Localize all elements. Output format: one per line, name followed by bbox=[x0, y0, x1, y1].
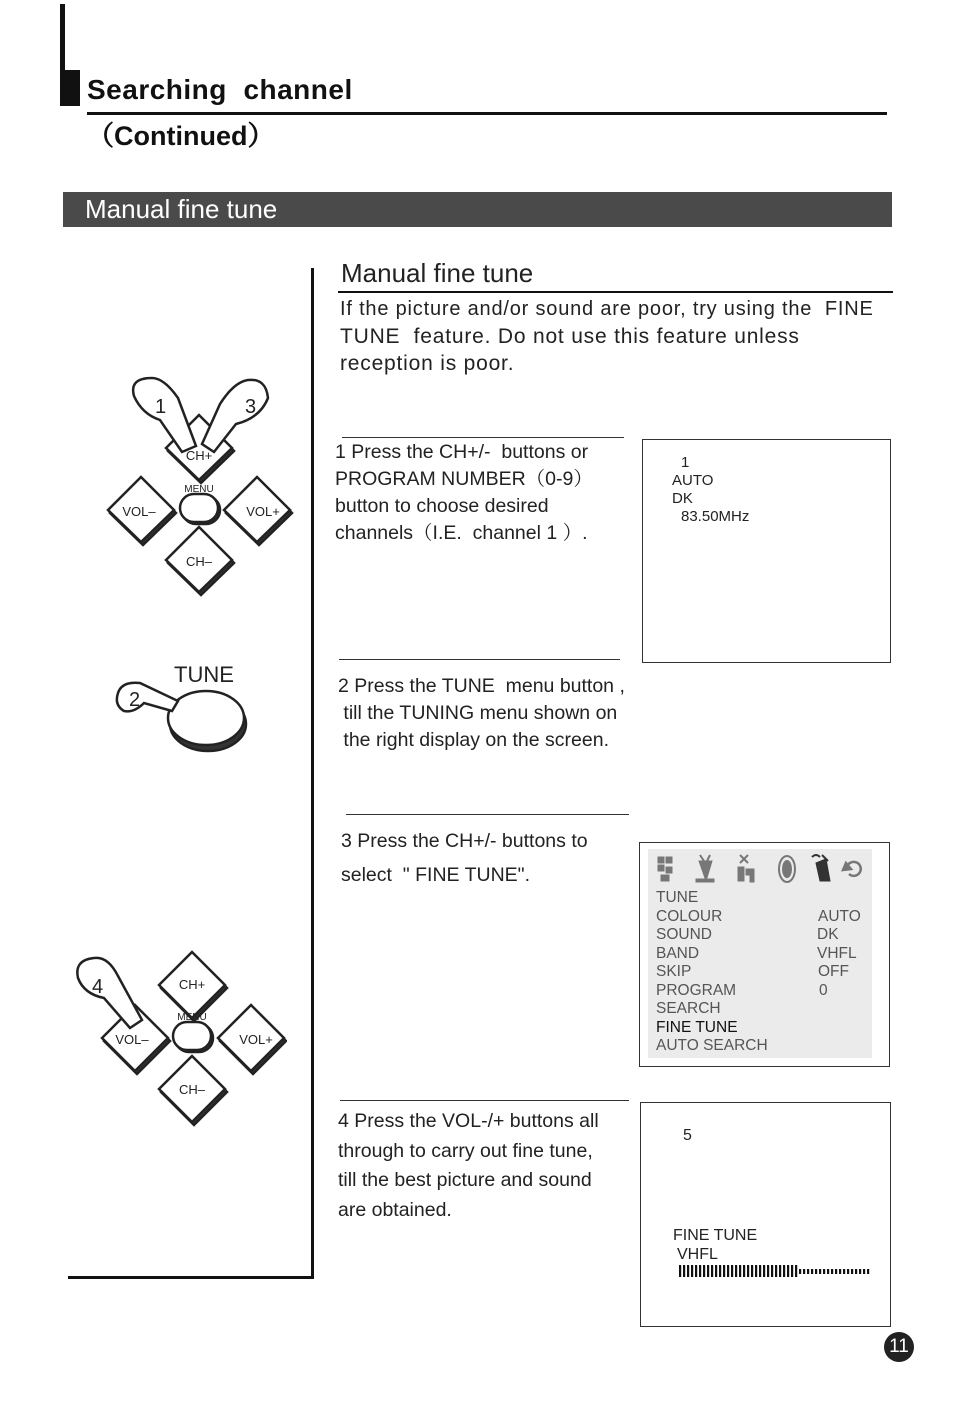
tv-screen-tune-menu bbox=[639, 842, 890, 1067]
tune-bar-segment-filled bbox=[779, 1265, 781, 1277]
vol-minus-label: VOL– bbox=[122, 504, 156, 519]
tune-bar-segment-filled bbox=[703, 1265, 705, 1277]
menu-item-program[interactable]: PROGRAM bbox=[656, 981, 737, 999]
menu-key[interactable] bbox=[173, 1022, 211, 1050]
column-divider bbox=[311, 268, 314, 1279]
step-line: PROGRAM NUMBER（0-9） bbox=[335, 468, 593, 490]
tune-bar-segment-empty bbox=[815, 1269, 817, 1274]
tune-bar-segment-filled bbox=[767, 1265, 769, 1277]
tune-bar-segment-empty bbox=[847, 1269, 849, 1274]
tune-button[interactable] bbox=[168, 691, 244, 745]
menu-item-tune[interactable]: TUNE bbox=[656, 889, 699, 906]
menu-item-colour[interactable]: COLOUR bbox=[656, 907, 723, 925]
sound-icon bbox=[779, 856, 795, 882]
page-subtitle: （Continued） bbox=[87, 121, 275, 151]
tune-bar-segment-empty bbox=[799, 1269, 801, 1274]
tune-bar-segment-empty bbox=[835, 1269, 837, 1274]
screen-band: VHFL bbox=[677, 1246, 718, 1263]
ch-plus-label: CH+ bbox=[178, 977, 206, 992]
step-2-text bbox=[338, 673, 625, 754]
finger-label-4: 4 bbox=[92, 976, 104, 998]
section-title-rule bbox=[338, 291, 893, 293]
vol-minus-label: VOL– bbox=[115, 1032, 149, 1047]
step-line: button to choose desired bbox=[335, 495, 549, 517]
tune-bar-segment-filled bbox=[699, 1265, 701, 1277]
step-line: the right display on the screen. bbox=[338, 729, 609, 751]
tune-bar-segment-filled bbox=[739, 1265, 741, 1277]
tune-bar-segment-empty bbox=[843, 1269, 845, 1274]
page-title: Searching channel bbox=[87, 74, 353, 105]
step-1-text bbox=[335, 439, 593, 547]
tune-bar-segment-empty bbox=[855, 1269, 857, 1274]
intro-line: If the picture and/or sound are poor, try using the FINE bbox=[340, 298, 874, 320]
vol-plus-label: VOL+ bbox=[239, 1032, 273, 1047]
menu-item-skip[interactable]: SKIP bbox=[656, 963, 692, 980]
tune-bar-segment-filled bbox=[683, 1265, 685, 1277]
tune-bar-segment-filled bbox=[715, 1265, 717, 1277]
tune-bar-segment-filled bbox=[755, 1265, 757, 1277]
finger-label-1: 1 bbox=[155, 396, 167, 418]
step-line: are obtained. bbox=[338, 1198, 452, 1221]
remote-keypad-2 bbox=[72, 948, 287, 1133]
screen-system: DK bbox=[672, 490, 693, 507]
tune-bar-segment-empty bbox=[823, 1269, 825, 1274]
ch-plus-label: CH+ bbox=[185, 448, 213, 463]
tune-bar-segment-filled bbox=[795, 1265, 797, 1277]
tune-bar-segment-filled bbox=[759, 1265, 761, 1277]
menu-items bbox=[656, 889, 768, 1056]
tv-screen-channel-info bbox=[642, 439, 891, 663]
step-line: 3 Press the CH+/- buttons to bbox=[341, 830, 588, 852]
step-line: till the best picture and sound bbox=[338, 1169, 592, 1191]
intro-line: TUNE feature. Do not use this feature unless bbox=[340, 325, 800, 348]
tune-bar-segment-filled bbox=[747, 1265, 749, 1277]
tune-bar-segment-filled bbox=[751, 1265, 753, 1277]
tune-bar-segment-empty bbox=[839, 1269, 841, 1274]
menu-item-search[interactable]: SEARCH bbox=[656, 1000, 721, 1017]
tune-bar-segment-empty bbox=[867, 1269, 869, 1274]
tune-bar-segment-filled bbox=[695, 1265, 697, 1277]
tune-bar-segment-filled bbox=[727, 1265, 729, 1277]
screen-channel-number: 1 bbox=[681, 454, 690, 471]
tune-bar-segment-filled bbox=[791, 1265, 793, 1277]
intro-line: reception is poor. bbox=[340, 352, 515, 375]
step-3-text bbox=[341, 824, 588, 892]
menu-key[interactable] bbox=[180, 494, 218, 522]
antenna-icon bbox=[812, 855, 830, 881]
step-line: 1 Press the CH+/- buttons or bbox=[335, 441, 589, 463]
hand-pointer-icon bbox=[77, 958, 142, 1028]
step-4-rule bbox=[340, 1100, 629, 1101]
step-2-rule bbox=[339, 659, 620, 660]
tune-bar-segment-filled bbox=[775, 1265, 777, 1277]
menu-item-sound[interactable]: SOUND bbox=[656, 926, 712, 943]
tune-bar-segment-empty bbox=[807, 1269, 809, 1274]
screen-channel-number: 5 bbox=[683, 1127, 692, 1144]
remote-tune-button bbox=[108, 655, 258, 755]
step-line: channels（I.E. channel 1 ）. bbox=[335, 522, 588, 544]
ch-minus-label: CH– bbox=[178, 1082, 206, 1097]
menu-icon-row bbox=[652, 849, 872, 889]
menu-value-colour: AUTO bbox=[818, 907, 861, 925]
tune-bar-segment-filled bbox=[723, 1265, 725, 1277]
remote-keypad-1 bbox=[100, 370, 300, 605]
step-4-text bbox=[338, 1107, 599, 1225]
tune-bar-segment-empty bbox=[831, 1269, 833, 1274]
section-banner-text: Manual fine tune bbox=[85, 194, 278, 224]
section-intro bbox=[340, 296, 910, 377]
step-1-rule bbox=[342, 437, 624, 438]
tune-icon bbox=[658, 857, 672, 881]
hand-pointer-icon bbox=[202, 380, 268, 452]
menu-item-fine-tune[interactable]: FINE TUNE bbox=[656, 1018, 738, 1036]
tune-button-label: TUNE bbox=[174, 662, 234, 687]
menu-value-sound: DK bbox=[817, 926, 839, 943]
tune-bar-segment-filled bbox=[783, 1265, 785, 1277]
menu-value-program: 0 bbox=[819, 981, 828, 999]
menu-label: MENU bbox=[177, 1012, 207, 1023]
tune-bar-segment-empty bbox=[863, 1269, 865, 1274]
tune-bar-segment-filled bbox=[691, 1265, 693, 1277]
picture-icon bbox=[696, 855, 714, 882]
ch-minus-label: CH– bbox=[185, 554, 213, 569]
column-bottom-rule bbox=[68, 1276, 314, 1279]
tune-bar-segment-empty bbox=[811, 1269, 813, 1274]
tune-bar-segment-filled bbox=[731, 1265, 733, 1277]
step-line: 2 Press the TUNE menu button , bbox=[338, 675, 625, 697]
tv-screen-fine-tune bbox=[640, 1102, 891, 1327]
step-line: 4 Press the VOL-/+ buttons all bbox=[338, 1110, 599, 1132]
section-title: Manual fine tune bbox=[341, 258, 534, 288]
tune-bar-segment-filled bbox=[763, 1265, 765, 1277]
hand-pointer-icon bbox=[117, 683, 178, 712]
tune-bar-segment-filled bbox=[771, 1265, 773, 1277]
tune-bar-segment-filled bbox=[719, 1265, 721, 1277]
step-line: till the TUNING menu shown on bbox=[338, 702, 618, 724]
screen-mode: AUTO bbox=[672, 472, 714, 489]
tune-bar-segment-filled bbox=[687, 1265, 689, 1277]
fine-tune-level-bar bbox=[679, 1265, 873, 1277]
menu-value-skip: OFF bbox=[818, 963, 849, 980]
menu-item-band[interactable]: BAND bbox=[656, 944, 700, 962]
page-number-badge: 11 bbox=[884, 1332, 914, 1362]
function-icon bbox=[843, 862, 861, 876]
tune-bar-segment-filled bbox=[735, 1265, 737, 1277]
colour-icon bbox=[738, 855, 754, 882]
screen-fine-tune-label: FINE TUNE bbox=[673, 1227, 758, 1244]
menu-item-auto-search[interactable]: AUTO SEARCH bbox=[656, 1037, 768, 1054]
menu-label: MENU bbox=[184, 484, 214, 495]
tune-bar-segment-filled bbox=[707, 1265, 709, 1277]
header-marker-block bbox=[60, 70, 80, 106]
tune-bar-segment-empty bbox=[859, 1269, 861, 1274]
finger-label-3: 3 bbox=[245, 396, 257, 418]
tune-bar-segment-empty bbox=[827, 1269, 829, 1274]
tune-bar-segment-filled bbox=[787, 1265, 789, 1277]
vol-plus-label: VOL+ bbox=[246, 504, 280, 519]
menu-value-band: VHFL bbox=[817, 944, 857, 962]
tune-bar-segment-empty bbox=[851, 1269, 853, 1274]
tune-bar-segment-empty bbox=[819, 1269, 821, 1274]
finger-label-2: 2 bbox=[129, 689, 141, 711]
tune-bar-segment-filled bbox=[711, 1265, 713, 1277]
screen-frequency: 83.50MHz bbox=[681, 508, 750, 525]
tune-bar-segment-filled bbox=[679, 1265, 681, 1277]
step-3-rule bbox=[346, 814, 629, 815]
step-line: through to carry out fine tune, bbox=[338, 1139, 593, 1162]
tune-bar-segment-empty bbox=[803, 1269, 805, 1274]
tune-bar-segment-filled bbox=[743, 1265, 745, 1277]
step-line: select " FINE TUNE". bbox=[341, 864, 531, 886]
